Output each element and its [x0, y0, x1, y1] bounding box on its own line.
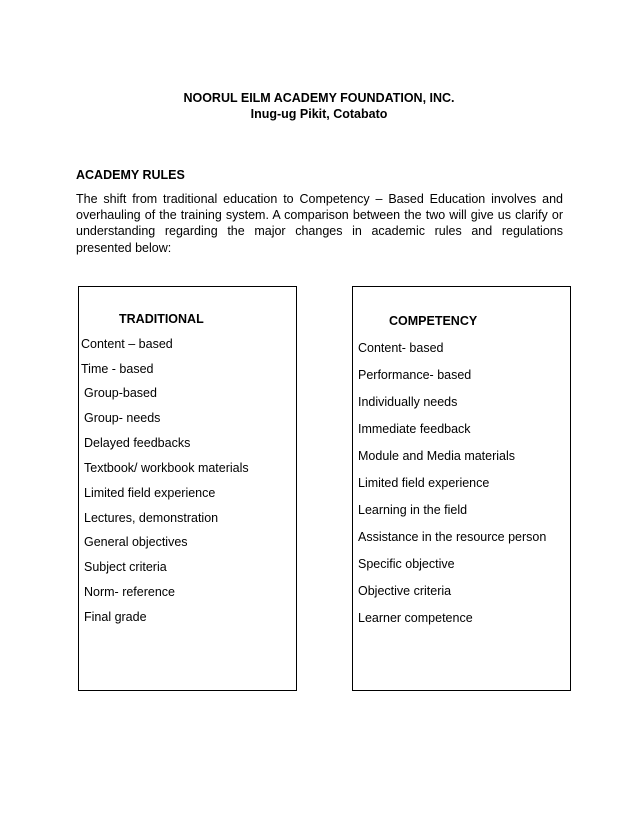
competency-item: Immediate feedback	[358, 422, 471, 436]
competency-box	[352, 286, 571, 691]
competency-item: Objective criteria	[358, 584, 452, 598]
competency-item: Content- based	[358, 341, 444, 355]
competency-item: Individually needs	[358, 395, 458, 409]
traditional-item: Content – based	[81, 337, 173, 351]
organization-location: Inug-ug Pikit, Cotabato	[250, 107, 388, 121]
competency-item: Learner competence	[358, 611, 473, 625]
organization-name: NOORUL EILM ACADEMY FOUNDATION, INC.	[183, 91, 455, 105]
competency-heading: COMPETENCY	[389, 314, 478, 328]
competency-item: Learning in the field	[358, 503, 468, 517]
traditional-item: Lectures, demonstration	[84, 511, 219, 525]
traditional-heading: TRADITIONAL	[119, 312, 204, 326]
traditional-item: General objectives	[84, 535, 188, 549]
competency-item: Limited field experience	[358, 476, 490, 490]
traditional-item: Delayed feedbacks	[84, 436, 191, 450]
competency-item: Module and Media materials	[358, 449, 516, 463]
competency-item: Assistance in the resource person	[358, 530, 547, 544]
traditional-item: Final grade	[84, 610, 147, 624]
traditional-box	[78, 286, 297, 691]
traditional-item: Textbook/ workbook materials	[84, 461, 249, 475]
traditional-item: Norm- reference	[84, 585, 175, 599]
traditional-item: Limited field experience	[84, 486, 216, 500]
intro-paragraph: The shift from traditional education to Competency – Based Education involves and overhauling of the training system. A comparison between the two will give us clarify or understanding regarding the major changes in academic rules and regulations presented below:	[76, 192, 563, 255]
competency-item: Specific objective	[358, 557, 455, 571]
section-title: ACADEMY RULES	[76, 168, 185, 182]
traditional-item: Group- needs	[84, 411, 161, 425]
traditional-item: Subject criteria	[84, 560, 167, 574]
traditional-item: Group-based	[84, 386, 157, 400]
competency-item: Performance- based	[358, 368, 472, 382]
traditional-item: Time - based	[81, 362, 154, 376]
